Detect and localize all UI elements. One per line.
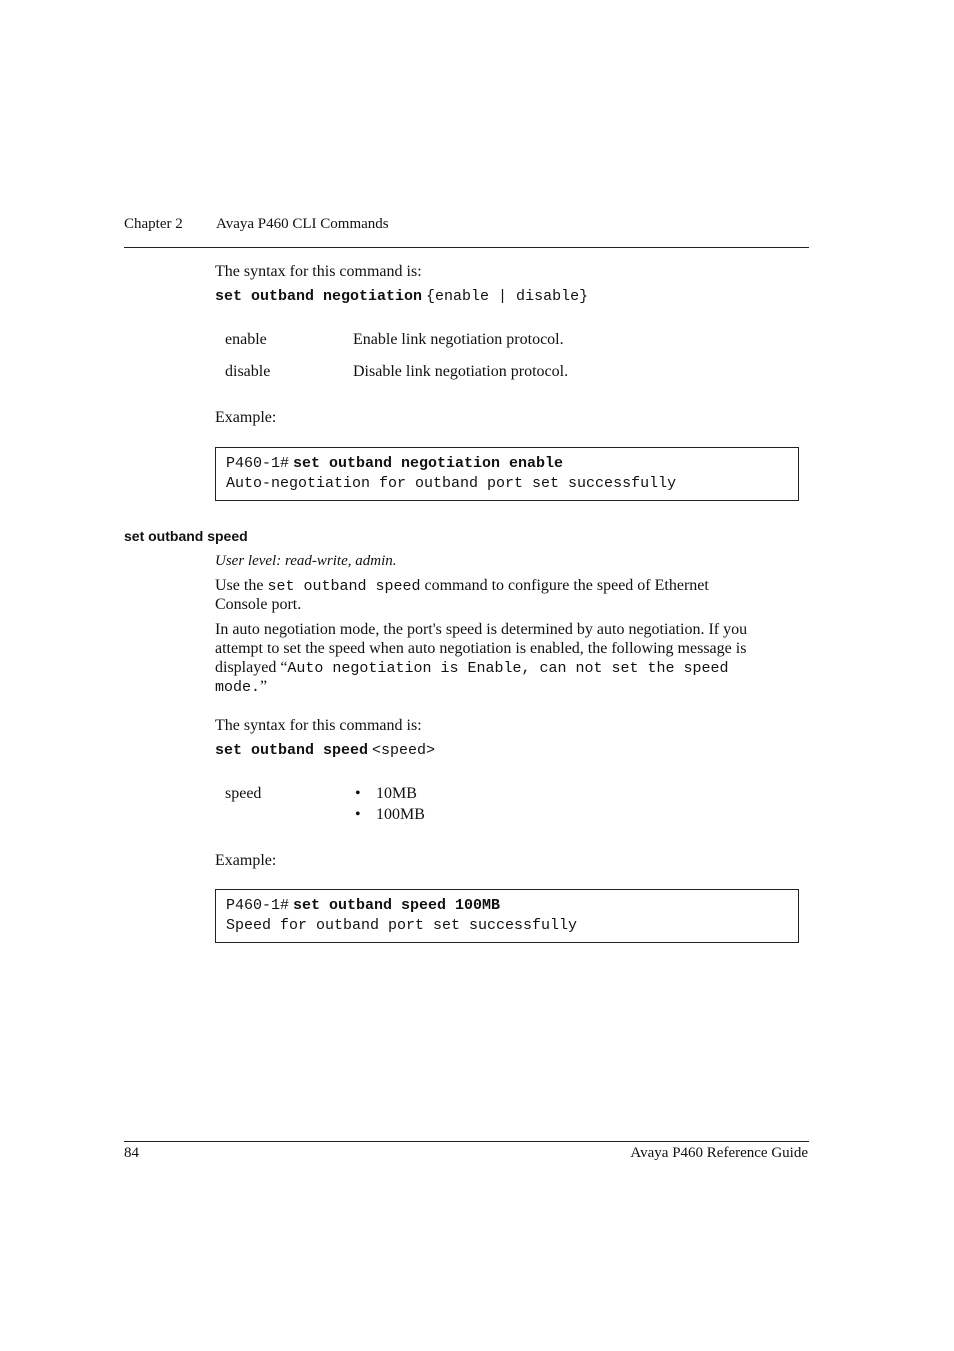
guide-title: Avaya P460 Reference Guide (630, 1145, 808, 1161)
example-command-line (226, 896, 500, 914)
footer-rule (124, 1141, 809, 1142)
syntax-command: set outband speed (215, 742, 369, 759)
section-heading: set outband speed (124, 528, 248, 544)
inline-code: set outband speed (267, 578, 421, 595)
bullet-icon: • (355, 806, 361, 823)
param-name: speed (225, 785, 262, 802)
chapter-title: Avaya P460 CLI Commands (216, 216, 389, 232)
list-item: • 100MB (355, 806, 425, 823)
example-label: Example: (215, 409, 277, 426)
example-command: set outband speed 100MB (293, 897, 501, 914)
auto-neg-line-1: In auto negotiation mode, the port's speed is determined by auto negotiation. If you (215, 621, 748, 638)
example-output: Speed for outband port set successfully (226, 917, 578, 934)
example-label: Example: (215, 852, 277, 869)
auto-neg-line-3: displayed “Auto negotiation is Enable, can not set the speed (215, 659, 729, 677)
syntax-intro: The syntax for this command is: (215, 717, 422, 734)
auto-neg-line-4: mode.” (215, 678, 268, 696)
syntax-intro: The syntax for this command is: (215, 263, 422, 280)
param-name: enable (225, 331, 267, 348)
user-level: User level: read-write, admin. (215, 553, 397, 569)
page-number: 84 (124, 1145, 139, 1161)
auto-neg-line-2: attempt to set the speed when auto negotiation is enabled, the following message is (215, 640, 747, 657)
param-name: disable (225, 363, 271, 380)
syntax-arguments: <speed> (372, 742, 436, 759)
param-description: Disable link negotiation protocol. (353, 363, 569, 380)
syntax-line (215, 287, 588, 305)
usage-line-2: Console port. (215, 596, 302, 613)
inline-code: Auto negotiation is Enable, can not set the speed (287, 660, 729, 677)
syntax-command: set outband negotiation (215, 288, 423, 305)
example-command-line (226, 454, 563, 472)
usage-line-1: Use the set outband speed command to configure the speed of Ethernet (215, 577, 709, 595)
chapter-label: Chapter 2 (124, 216, 183, 232)
prompt: P460-1# (226, 455, 290, 472)
example-code-box (215, 447, 799, 501)
example-output: Auto-negotiation for outband port set successfully (226, 475, 677, 492)
header-rule (124, 247, 809, 248)
list-item: • 10MB (355, 785, 417, 802)
syntax-arguments: {enable | disable} (426, 288, 589, 305)
prompt: P460-1# (226, 897, 290, 914)
inline-code: mode. (215, 679, 261, 696)
param-description: Enable link negotiation protocol. (353, 331, 564, 348)
example-command: set outband negotiation enable (293, 455, 564, 472)
example-code-box (215, 889, 799, 943)
syntax-line (215, 741, 435, 759)
bullet-icon: • (355, 785, 361, 802)
